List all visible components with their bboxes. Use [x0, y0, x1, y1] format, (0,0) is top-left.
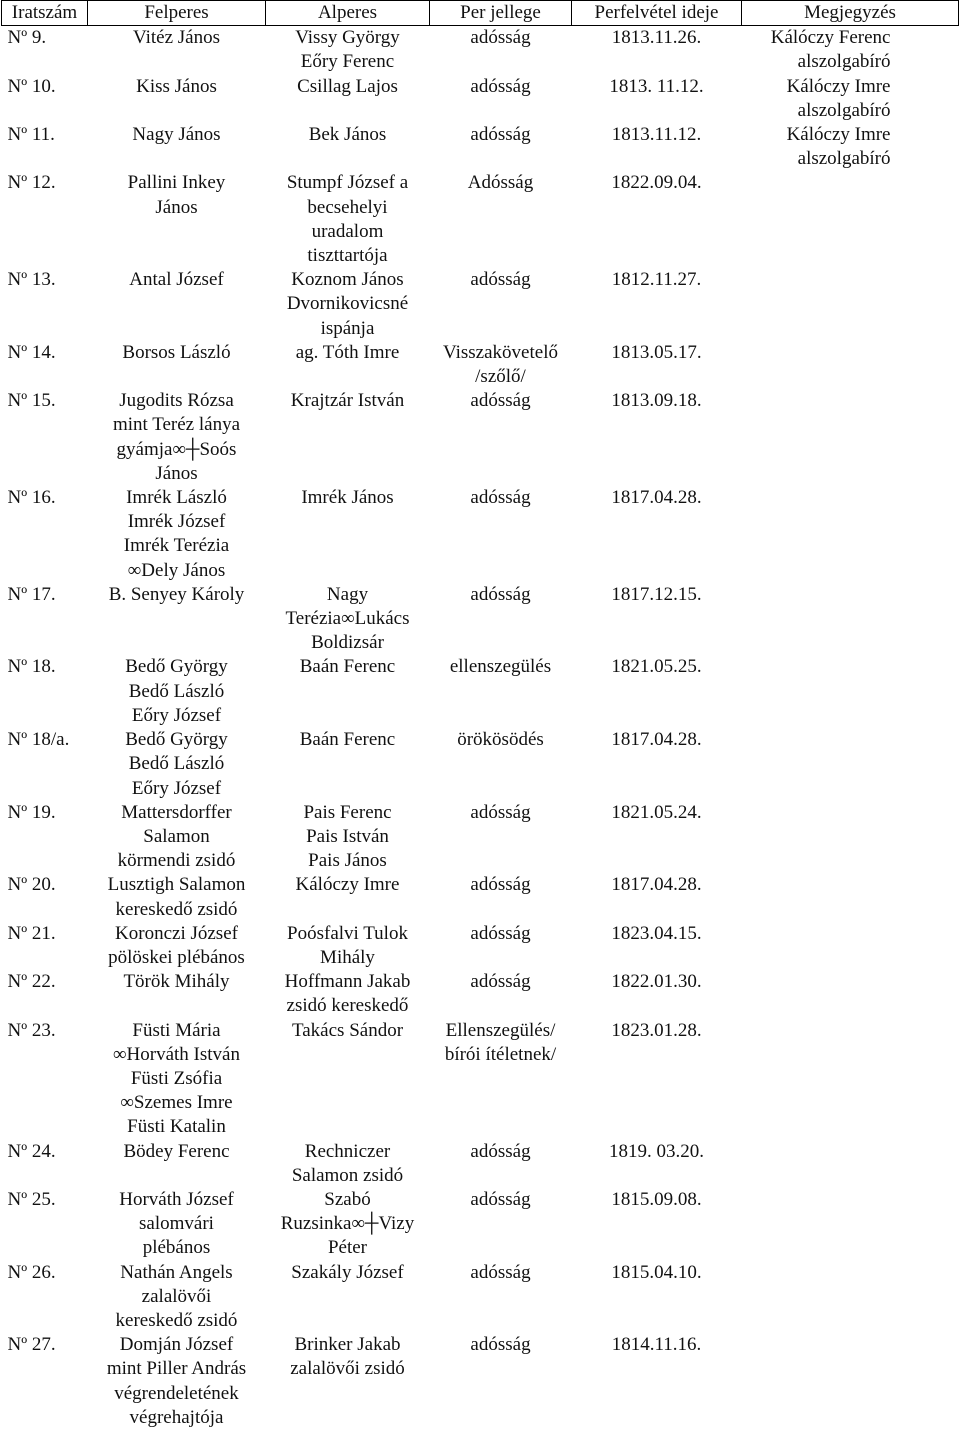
defendant-cell — [266, 970, 430, 1018]
cell-line: Pallini Inkey — [127, 172, 226, 194]
cell-line: Eőry Ferenc — [300, 51, 395, 73]
cell-line: Ellenszegülés/ — [445, 1019, 556, 1041]
plaintiff-cell — [88, 728, 266, 801]
cell-line: Kiss János — [136, 75, 217, 97]
table-row — [2, 486, 959, 583]
defendant-cell — [266, 389, 430, 486]
case-type-cell — [430, 1140, 572, 1188]
table-row — [2, 268, 959, 341]
cell-line: Rechniczer — [304, 1140, 391, 1162]
defendant-cell — [266, 75, 430, 123]
remark-cell — [742, 728, 959, 801]
cell-line: Eőry József — [131, 777, 222, 799]
cell-line: kereskedő zsidó — [115, 1309, 238, 1331]
cell-line: Poósfalvi Tulok — [287, 922, 408, 944]
cell-line: adósság — [470, 487, 531, 509]
table-row — [2, 1261, 959, 1334]
cell-line: alszolgabíró — [797, 99, 891, 121]
case-number-cell: Nº 27. — [7, 1334, 56, 1356]
table-row — [2, 655, 959, 728]
plaintiff-cell — [88, 1333, 266, 1430]
cell-line: Nagy János — [132, 124, 221, 146]
header-plaintiff: Felperes — [88, 1, 266, 26]
cell-line: zsidó kereskedő — [286, 995, 409, 1017]
plaintiff-cell — [88, 341, 266, 389]
filing-date-cell: 1813.05.17. — [611, 341, 702, 363]
plaintiff-cell — [88, 655, 266, 728]
case-type-cell — [430, 1261, 572, 1334]
filing-date-cell: 1813. 11.12. — [609, 75, 704, 97]
case-type-cell — [430, 728, 572, 801]
case-number-cell: Nº 18. — [7, 656, 56, 678]
cell-line: Salamon zsidó — [291, 1164, 404, 1186]
cell-line: adósság — [470, 1334, 531, 1356]
case-number-cell: Nº 18/a. — [7, 729, 70, 751]
cell-line: Nagy — [326, 583, 369, 605]
cell-line: Füsti Mária — [132, 1019, 221, 1041]
filing-date-cell: 1819. 03.20. — [609, 1140, 704, 1162]
cell-line: adósság — [470, 1140, 531, 1162]
cell-line: uradalom — [311, 220, 384, 242]
defendant-cell — [266, 123, 430, 171]
defendant-cell — [266, 1188, 430, 1261]
plaintiff-cell — [88, 123, 266, 171]
cell-line: Nathán Angels — [120, 1261, 233, 1283]
remark-cell — [742, 389, 959, 486]
case-number-cell: Nº 21. — [7, 922, 56, 944]
defendant-cell — [266, 1140, 430, 1188]
cell-line: Szakály József — [291, 1261, 404, 1283]
cell-line: mint Teréz lánya — [112, 414, 241, 436]
cell-line: Füsti Katalin — [127, 1116, 226, 1138]
defendant-cell — [266, 655, 430, 728]
cell-line: végrendeletének — [114, 1382, 239, 1404]
defendant-cell — [266, 583, 430, 656]
cell-line: Jugodits Rózsa — [119, 390, 234, 412]
filing-date-cell: 1821.05.24. — [611, 801, 702, 823]
case-type-cell — [430, 123, 572, 171]
defendant-cell — [266, 171, 430, 268]
defendant-cell — [266, 486, 430, 583]
cell-line: zalalövői zsidó — [290, 1358, 405, 1380]
cell-line: Mihály — [320, 946, 375, 968]
case-number-cell: Nº 25. — [7, 1188, 56, 1210]
cell-line: Vissy György — [295, 27, 400, 49]
plaintiff-cell — [88, 1140, 266, 1188]
cell-line: salomvári — [139, 1213, 214, 1235]
header-defendant: Alperes — [266, 1, 430, 26]
case-type-cell — [430, 75, 572, 123]
remark-cell — [742, 123, 959, 171]
case-type-cell — [430, 801, 572, 874]
defendant-cell — [266, 801, 430, 874]
cell-line: Hoffmann Jakab — [284, 971, 411, 993]
plaintiff-cell — [88, 486, 266, 583]
cell-line: Pais János — [308, 850, 387, 872]
cell-line: Kálóczy Imre — [786, 75, 891, 97]
plaintiff-cell — [88, 75, 266, 123]
remark-cell — [742, 970, 959, 1018]
filing-date-cell: 1822.09.04. — [611, 172, 702, 194]
cell-line: adósság — [470, 269, 531, 291]
table-row — [2, 1333, 959, 1430]
cell-line: mint Piller András — [106, 1358, 247, 1380]
case-type-cell — [430, 970, 572, 1018]
cell-line: ag. Tóth Imre — [295, 341, 400, 363]
case-type-cell — [430, 486, 572, 583]
plaintiff-cell — [88, 922, 266, 970]
defendant-cell — [266, 922, 430, 970]
cell-line: pölöskei plébános — [108, 946, 245, 968]
table-row — [2, 1188, 959, 1261]
cell-line: ∞Dely János — [127, 559, 226, 581]
cell-line: Bek János — [308, 124, 387, 146]
filing-date-cell: 1813.11.26. — [611, 27, 702, 49]
remark-cell — [742, 583, 959, 656]
cell-line: Antal József — [129, 269, 224, 291]
case-number-cell: Nº 17. — [7, 583, 56, 605]
cell-line: tiszttartója — [307, 245, 388, 267]
case-number-cell: Nº 19. — [7, 801, 56, 823]
remark-cell — [742, 75, 959, 123]
defendant-cell — [266, 341, 430, 389]
cell-line: Bedő László — [128, 680, 225, 702]
cell-line: /szőlő/ — [475, 366, 526, 388]
filing-date-cell: 1817.04.28. — [611, 874, 702, 896]
cell-line: Baán Ferenc — [299, 656, 396, 678]
table-row — [2, 389, 959, 486]
case-number-cell: Nº 20. — [7, 874, 56, 896]
table-row — [2, 873, 959, 921]
table-row — [2, 583, 959, 656]
cell-line: Domján József — [119, 1334, 234, 1356]
cell-line: Pais Ferenc — [303, 801, 392, 823]
case-type-cell — [430, 1188, 572, 1261]
remark-cell — [742, 171, 959, 268]
filing-date-cell: 1823.01.28. — [611, 1019, 702, 1041]
filing-date-cell: 1817.12.15. — [611, 583, 702, 605]
case-type-cell — [430, 268, 572, 341]
cell-line: János — [155, 462, 198, 484]
filing-date-cell: 1817.04.28. — [611, 487, 702, 509]
cell-line: Kálóczy Ferenc — [770, 27, 891, 49]
cell-line: Stumpf József a — [286, 172, 409, 194]
cell-line: Török Mihály — [123, 971, 230, 993]
cell-line: Eőry József — [131, 704, 222, 726]
defendant-cell — [266, 1019, 430, 1140]
case-number-cell: Nº 16. — [7, 487, 56, 509]
cell-line: adósság — [470, 390, 531, 412]
plaintiff-cell — [88, 171, 266, 268]
filing-date-cell: 1821.05.25. — [611, 656, 702, 678]
remark-cell — [742, 26, 959, 75]
cell-line: Salamon — [143, 825, 210, 847]
table-row — [2, 341, 959, 389]
table-row — [2, 970, 959, 1018]
table-body — [2, 26, 959, 1430]
cell-line: Terézia∞Lukács — [285, 608, 410, 630]
case-type-cell — [430, 389, 572, 486]
cell-line: Imrék János — [301, 487, 394, 509]
cell-line: körmendi zsidó — [117, 850, 236, 872]
cell-line: bírói ítéletnek/ — [444, 1043, 557, 1065]
case-type-cell — [430, 873, 572, 921]
cell-line: Lusztigh Salamon — [107, 874, 246, 896]
case-type-cell — [430, 655, 572, 728]
remark-cell — [742, 486, 959, 583]
cell-line: ∞Horváth István — [113, 1043, 240, 1065]
cell-line: ∞Szemes Imre — [120, 1092, 233, 1114]
cell-line: Bedő László — [128, 753, 225, 775]
header-case-type: Per jellege — [430, 1, 572, 26]
table-row — [2, 26, 959, 75]
defendant-cell — [266, 1333, 430, 1430]
case-number-cell: Nº 15. — [7, 390, 56, 412]
case-number-cell: Nº 11. — [7, 124, 55, 146]
filing-date-cell: 1822.01.30. — [611, 971, 702, 993]
filing-date-cell: 1813.09.18. — [611, 390, 702, 412]
cell-line: Koronczi József — [115, 922, 238, 944]
remark-cell — [742, 1333, 959, 1430]
cell-line: végrehajtója — [129, 1406, 224, 1428]
cell-line: ispánja — [320, 317, 375, 339]
plaintiff-cell — [88, 801, 266, 874]
cell-line: Bedő György — [125, 656, 228, 678]
court-case-register-table — [1, 0, 959, 1430]
remark-cell — [742, 655, 959, 728]
cell-line: Imrék László — [126, 487, 227, 509]
case-type-cell — [430, 1019, 572, 1140]
defendant-cell — [266, 873, 430, 921]
cell-line: Péter — [327, 1237, 368, 1259]
cell-line: adósság — [470, 75, 531, 97]
cell-line: Horváth József — [119, 1188, 234, 1210]
case-number-cell: Nº 13. — [7, 269, 56, 291]
table-row — [2, 1140, 959, 1188]
cell-line: adósság — [470, 874, 531, 896]
case-number-cell: Nº 12. — [7, 172, 56, 194]
plaintiff-cell — [88, 26, 266, 75]
filing-date-cell: 1823.04.15. — [611, 922, 702, 944]
plaintiff-cell — [88, 583, 266, 656]
cell-line: Kálóczy Imre — [295, 874, 400, 896]
case-number-cell: Nº 24. — [7, 1140, 56, 1162]
table-row — [2, 123, 959, 171]
cell-line: Imrék József — [127, 511, 226, 533]
cell-line: Krajtzár István — [290, 390, 405, 412]
case-type-cell — [430, 1333, 572, 1430]
cell-line: Ruzsinka∞┼Vizy — [280, 1213, 415, 1235]
cell-line: ellenszegülés — [449, 656, 552, 678]
cell-line: adósság — [470, 583, 531, 605]
case-type-cell — [430, 26, 572, 75]
table-row — [2, 1019, 959, 1140]
filing-date-cell: 1813.11.12. — [611, 124, 702, 146]
table-header — [2, 1, 959, 26]
cell-line: kereskedő zsidó — [115, 898, 238, 920]
case-number-cell: Nº 26. — [7, 1261, 56, 1283]
cell-line: Szabó — [324, 1188, 371, 1210]
case-number-cell: Nº 9. — [7, 27, 47, 49]
table-row — [2, 922, 959, 970]
cell-line: adósság — [470, 27, 531, 49]
header-remark: Megjegyzés — [742, 1, 959, 26]
case-number-cell: Nº 22. — [7, 971, 56, 993]
cell-line: Visszakövetelő — [443, 341, 558, 363]
remark-cell — [742, 1140, 959, 1188]
case-type-cell — [430, 171, 572, 268]
cell-line: zalalövői — [141, 1285, 212, 1307]
cell-line: adósság — [470, 922, 531, 944]
cell-line: Baán Ferenc — [299, 729, 396, 751]
plaintiff-cell — [88, 268, 266, 341]
header-filing-date: Perfelvétel ideje — [572, 1, 742, 26]
cell-line: B. Senyey Károly — [108, 583, 245, 605]
table-row — [2, 171, 959, 268]
remark-cell — [742, 873, 959, 921]
case-number-cell: Nº 14. — [7, 341, 56, 363]
case-type-cell — [430, 583, 572, 656]
cell-line: Bedő György — [125, 729, 228, 751]
cell-line: Vitéz János — [133, 27, 220, 49]
filing-date-cell: 1815.04.10. — [611, 1261, 702, 1283]
cell-line: becsehelyi — [307, 196, 388, 218]
defendant-cell — [266, 268, 430, 341]
cell-line: gyámja∞┼Soós — [116, 438, 237, 460]
remark-cell — [742, 922, 959, 970]
table-row — [2, 801, 959, 874]
plaintiff-cell — [88, 389, 266, 486]
case-type-cell — [430, 341, 572, 389]
plaintiff-cell — [88, 1188, 266, 1261]
remark-cell — [742, 1188, 959, 1261]
case-number-cell: Nº 23. — [7, 1019, 56, 1041]
cell-line: adósság — [470, 124, 531, 146]
filing-date-cell: 1812.11.27. — [611, 269, 702, 291]
cell-line: János — [155, 196, 198, 218]
cell-line: adósság — [470, 971, 531, 993]
cell-line: Kálóczy Imre — [786, 124, 891, 146]
cell-line: Boldizsár — [311, 632, 384, 654]
defendant-cell — [266, 26, 430, 75]
remark-cell — [742, 341, 959, 389]
cell-line: Adósság — [467, 172, 534, 194]
cell-line: Bödey Ferenc — [123, 1140, 230, 1162]
cell-line: Imrék Terézia — [123, 535, 230, 557]
header-case-number: Iratszám — [2, 1, 88, 26]
cell-line: Borsos László — [122, 341, 231, 363]
remark-cell — [742, 801, 959, 874]
cell-line: Pais István — [306, 825, 389, 847]
cell-line: Takács Sándor — [291, 1019, 404, 1041]
cell-line: plébános — [142, 1237, 211, 1259]
plaintiff-cell — [88, 873, 266, 921]
plaintiff-cell — [88, 1019, 266, 1140]
filing-date-cell: 1815.09.08. — [611, 1188, 702, 1210]
cell-line: Csillag Lajos — [297, 75, 398, 97]
cell-line: Koznom János — [291, 269, 404, 291]
header-row — [2, 1, 959, 26]
cell-line: adósság — [470, 1188, 531, 1210]
cell-line: Dvornikovicsné — [286, 293, 409, 315]
cell-line: Füsti Zsófia — [130, 1067, 223, 1089]
remark-cell — [742, 1261, 959, 1334]
filing-date-cell: 1814.11.16. — [611, 1334, 702, 1356]
remark-cell — [742, 1019, 959, 1140]
table-row — [2, 75, 959, 123]
case-number-cell: Nº 10. — [7, 75, 56, 97]
plaintiff-cell — [88, 1261, 266, 1334]
cell-line: alszolgabíró — [797, 51, 891, 73]
cell-line: Brinker Jakab — [294, 1334, 401, 1356]
table-row — [2, 728, 959, 801]
cell-line: alszolgabíró — [797, 148, 891, 170]
defendant-cell — [266, 1261, 430, 1334]
cell-line: adósság — [470, 1261, 531, 1283]
case-type-cell — [430, 922, 572, 970]
cell-line: örökösödés — [457, 729, 544, 751]
defendant-cell — [266, 728, 430, 801]
remark-cell — [742, 268, 959, 341]
cell-line: Mattersdorffer — [121, 801, 232, 823]
filing-date-cell: 1817.04.28. — [611, 729, 702, 751]
cell-line: adósság — [470, 801, 531, 823]
plaintiff-cell — [88, 970, 266, 1018]
